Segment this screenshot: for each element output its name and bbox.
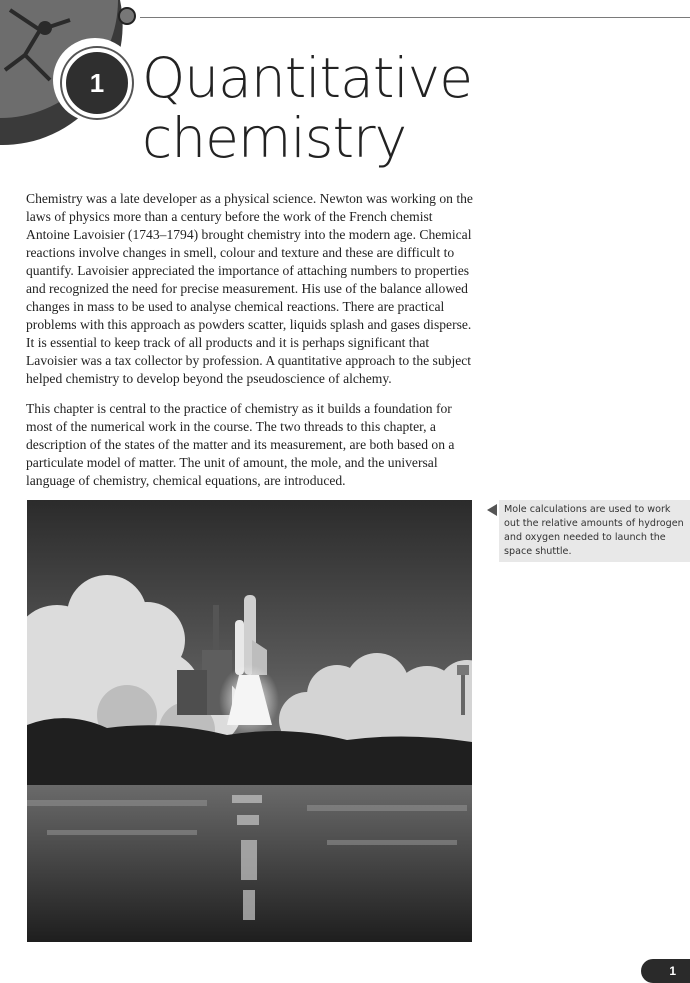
- chapter-title-line1: Quantitative: [142, 46, 473, 110]
- figure-caption-text: Mole calculations are used to work out the relative amounts of hydrogen and oxygen needed to launch the space shuttle.: [504, 504, 684, 557]
- chapter-number: 1: [89, 67, 105, 98]
- body-text: [26, 190, 476, 502]
- shuttle-launch-photo: [27, 500, 472, 942]
- page-number-tab: [641, 959, 690, 983]
- chapter-title-line2: chemistry: [142, 106, 407, 170]
- figure-caption: [499, 500, 690, 562]
- caption-pointer-icon: [487, 504, 497, 516]
- paragraph-1: Chemistry was a late developer as a physical science. Newton was working on the laws of physics more than a century before the work of the French chemist Antoine Lavoisier (1743–1794) brought chemistry into the modern age. Chemical reactions involve changes in smell, colour and texture and these are difficult to quantify. Lavoisier appreciated the importance of attaching numbers to properties and recognized the need for precise measurement. His use of the balance allowed changes in mass to be used to analyse chemical reactions. There are practical problems with this approach as powders scatter, liquids splash and gases disperse. It is essential to keep track of all products and it is perhaps significant that Lavoisier was a tax collector by profession. A quantitative approach to the subject helped chemistry to develop beyond the pseudoscience of alchemy.: [26, 191, 473, 386]
- page-number: 1: [669, 964, 676, 978]
- chapter-number-badge: [62, 48, 132, 118]
- paragraph-2: This chapter is central to the practice of chemistry as it builds a foundation for most of the numerical work in the course. The two threads to this chapter, a description of the states of the matter and its measurement, are both based on a particulate model of matter. The unit of amount, the mole, and the universal language of chemistry, chemical equations, are introduced.: [26, 401, 455, 488]
- chapter-title: [142, 48, 472, 168]
- header-dot: [118, 7, 136, 25]
- header-rule: [140, 17, 690, 18]
